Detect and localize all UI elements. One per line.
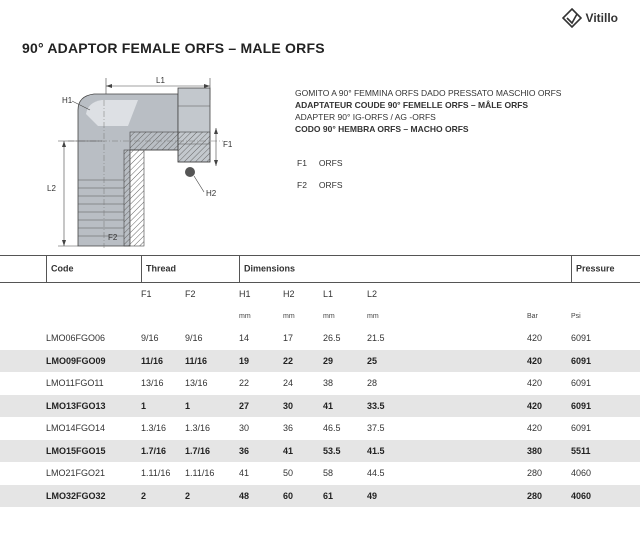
- legend-value: ORFS: [318, 180, 343, 190]
- cell-code: LMO21FGO21: [46, 468, 106, 479]
- cell-psi: 4060: [571, 468, 592, 479]
- unit-h1: mm: [239, 312, 251, 320]
- cell-code: LMO32FGO32: [46, 485, 141, 508]
- cell-f1: 13/16: [141, 378, 164, 389]
- cell-f1: 1.11/16: [141, 468, 171, 479]
- unit-psi: Psi: [571, 312, 581, 320]
- vitillo-logo-icon: [562, 8, 582, 28]
- table-subheader: [0, 283, 640, 306]
- brand-name: Vitillo: [585, 11, 618, 25]
- cell-f1: 11/16: [141, 350, 185, 373]
- description-fr: ADAPTATEUR COUDE 90° FEMELLE ORFS – MÂLE ORFS: [295, 100, 529, 110]
- cell-l2: 37.5: [367, 423, 385, 434]
- cell-bar: 420: [527, 350, 571, 373]
- table-row: [0, 440, 640, 463]
- table-group-header: [0, 256, 640, 283]
- row-spacer: [0, 417, 46, 440]
- cell-f2: 1.11/16: [185, 468, 215, 479]
- legend-row: [297, 158, 343, 168]
- fitting-drawing: [38, 70, 258, 250]
- cell-f1: 1: [141, 395, 185, 418]
- cell-psi: 6091: [571, 378, 592, 389]
- brand-logo: [562, 8, 618, 28]
- label-l2: L2: [47, 184, 56, 193]
- cell-h2: 60: [283, 485, 323, 508]
- cell-l2: 41.5: [367, 440, 527, 463]
- legend-key: F1: [297, 158, 307, 168]
- label-l1: L1: [156, 76, 165, 85]
- cell-l2: 28: [367, 378, 378, 389]
- cell-bar: 420: [527, 395, 571, 418]
- cell-f1: 2: [141, 485, 185, 508]
- cell-psi: 6091: [571, 350, 640, 373]
- legend-row: [297, 180, 343, 190]
- cell-h2: 30: [283, 395, 323, 418]
- sub-h2: H2: [283, 289, 295, 299]
- cell-code: LMO14FGO14: [46, 423, 106, 434]
- cell-l1: 46.5: [323, 423, 341, 434]
- cell-h1: 48: [239, 485, 283, 508]
- cell-f2: 1: [185, 395, 239, 418]
- table-row: [0, 485, 640, 508]
- legend-key: F2: [297, 180, 307, 190]
- table-row: [0, 350, 640, 373]
- cell-l1: 29: [323, 350, 367, 373]
- sub-f1: F1: [141, 289, 152, 299]
- cell-f2: 13/16: [185, 378, 208, 389]
- cell-h1: 19: [239, 350, 283, 373]
- cell-f2: 2: [185, 485, 239, 508]
- dimensions-table: [0, 255, 640, 507]
- table-row: [0, 327, 640, 350]
- cell-h2: 17: [283, 333, 294, 344]
- cell-h1: 22: [239, 378, 250, 389]
- table-row: [0, 462, 640, 485]
- cell-bar: 420: [527, 333, 543, 344]
- header-thread: Thread: [146, 263, 177, 274]
- legend-value: ORFS: [318, 158, 343, 168]
- cell-f2: 11/16: [185, 350, 239, 373]
- unit-l1: mm: [323, 312, 335, 320]
- descriptions: [295, 87, 561, 135]
- cell-h1: 30: [239, 423, 250, 434]
- cell-psi: 4060: [571, 485, 640, 508]
- description-de: ADAPTER 90° IG-ORFS / AG -ORFS: [295, 112, 436, 122]
- label-h1: H1: [62, 96, 73, 105]
- cell-l1: 53.5: [323, 440, 367, 463]
- cell-h2: 22: [283, 350, 323, 373]
- cell-l1: 41: [323, 395, 367, 418]
- cell-l2: 49: [367, 485, 527, 508]
- cell-code: LMO11FGO11: [46, 378, 104, 389]
- cell-l1: 58: [323, 468, 334, 479]
- cell-code: LMO09FGO09: [46, 350, 141, 373]
- cell-l2: 44.5: [367, 468, 385, 479]
- cell-code: LMO06FGO06: [46, 333, 106, 344]
- cell-f2: 1.3/16: [185, 423, 211, 434]
- cell-bar: 280: [527, 468, 543, 479]
- unit-l2: mm: [367, 312, 379, 320]
- cell-h1: 41: [239, 468, 250, 479]
- label-f2: F2: [108, 233, 118, 242]
- table-units: [0, 305, 640, 327]
- sub-h1: H1: [239, 289, 251, 299]
- unit-bar: Bar: [527, 312, 538, 320]
- row-spacer: [0, 350, 46, 373]
- thread-legend: [297, 158, 343, 202]
- cell-h2: 24: [283, 378, 294, 389]
- page-title: 90° ADAPTOR FEMALE ORFS – MALE ORFS: [22, 40, 325, 56]
- cell-l2: 33.5: [367, 395, 527, 418]
- row-spacer: [0, 462, 46, 485]
- row-spacer: [0, 485, 46, 508]
- cell-bar: 420: [527, 423, 543, 434]
- row-spacer: [0, 372, 46, 395]
- table-row: [0, 372, 640, 395]
- cell-psi: 6091: [571, 333, 592, 344]
- cell-bar: 280: [527, 485, 571, 508]
- row-spacer: [0, 395, 46, 418]
- cell-h1: 14: [239, 333, 250, 344]
- table-row: [0, 395, 640, 418]
- cell-h1: 36: [239, 440, 283, 463]
- cell-psi: 6091: [571, 395, 640, 418]
- cell-psi: 6091: [571, 423, 592, 434]
- cell-h1: 27: [239, 395, 283, 418]
- description-es: CODO 90° HEMBRA ORFS – MACHO ORFS: [295, 124, 469, 134]
- cell-f2: 9/16: [185, 333, 203, 344]
- cell-l2: 21.5: [367, 333, 385, 344]
- row-spacer: [0, 327, 46, 350]
- cell-f1: 9/16: [141, 333, 159, 344]
- sub-f2: F2: [185, 289, 196, 299]
- sub-l1: L1: [323, 289, 334, 299]
- sub-l2: L2: [367, 289, 378, 299]
- cell-h2: 36: [283, 423, 294, 434]
- unit-h2: mm: [283, 312, 295, 320]
- cell-code: LMO15FGO15: [46, 440, 141, 463]
- cell-l2: 25: [367, 350, 527, 373]
- cell-bar: 380: [527, 440, 571, 463]
- cell-code: LMO13FGO13: [46, 395, 141, 418]
- description-it: GOMITO A 90° FEMMINA ORFS DADO PRESSATO MASCHIO ORFS: [295, 88, 562, 98]
- row-spacer: [0, 440, 46, 463]
- cell-l1: 26.5: [323, 333, 341, 344]
- cell-f1: 1.3/16: [141, 423, 167, 434]
- cell-f2: 1.7/16: [185, 440, 239, 463]
- cell-f1: 1.7/16: [141, 440, 185, 463]
- cell-bar: 420: [527, 378, 543, 389]
- table-row: [0, 417, 640, 440]
- header-pressure: Pressure: [576, 263, 615, 274]
- cell-l1: 61: [323, 485, 367, 508]
- cell-l1: 38: [323, 378, 334, 389]
- cell-h2: 41: [283, 440, 323, 463]
- label-f1: F1: [223, 140, 233, 149]
- cell-h2: 50: [283, 468, 294, 479]
- header-code: Code: [51, 263, 74, 274]
- header-dimensions: Dimensions: [244, 263, 296, 274]
- label-h2: H2: [206, 189, 217, 198]
- cell-psi: 5511: [571, 440, 640, 463]
